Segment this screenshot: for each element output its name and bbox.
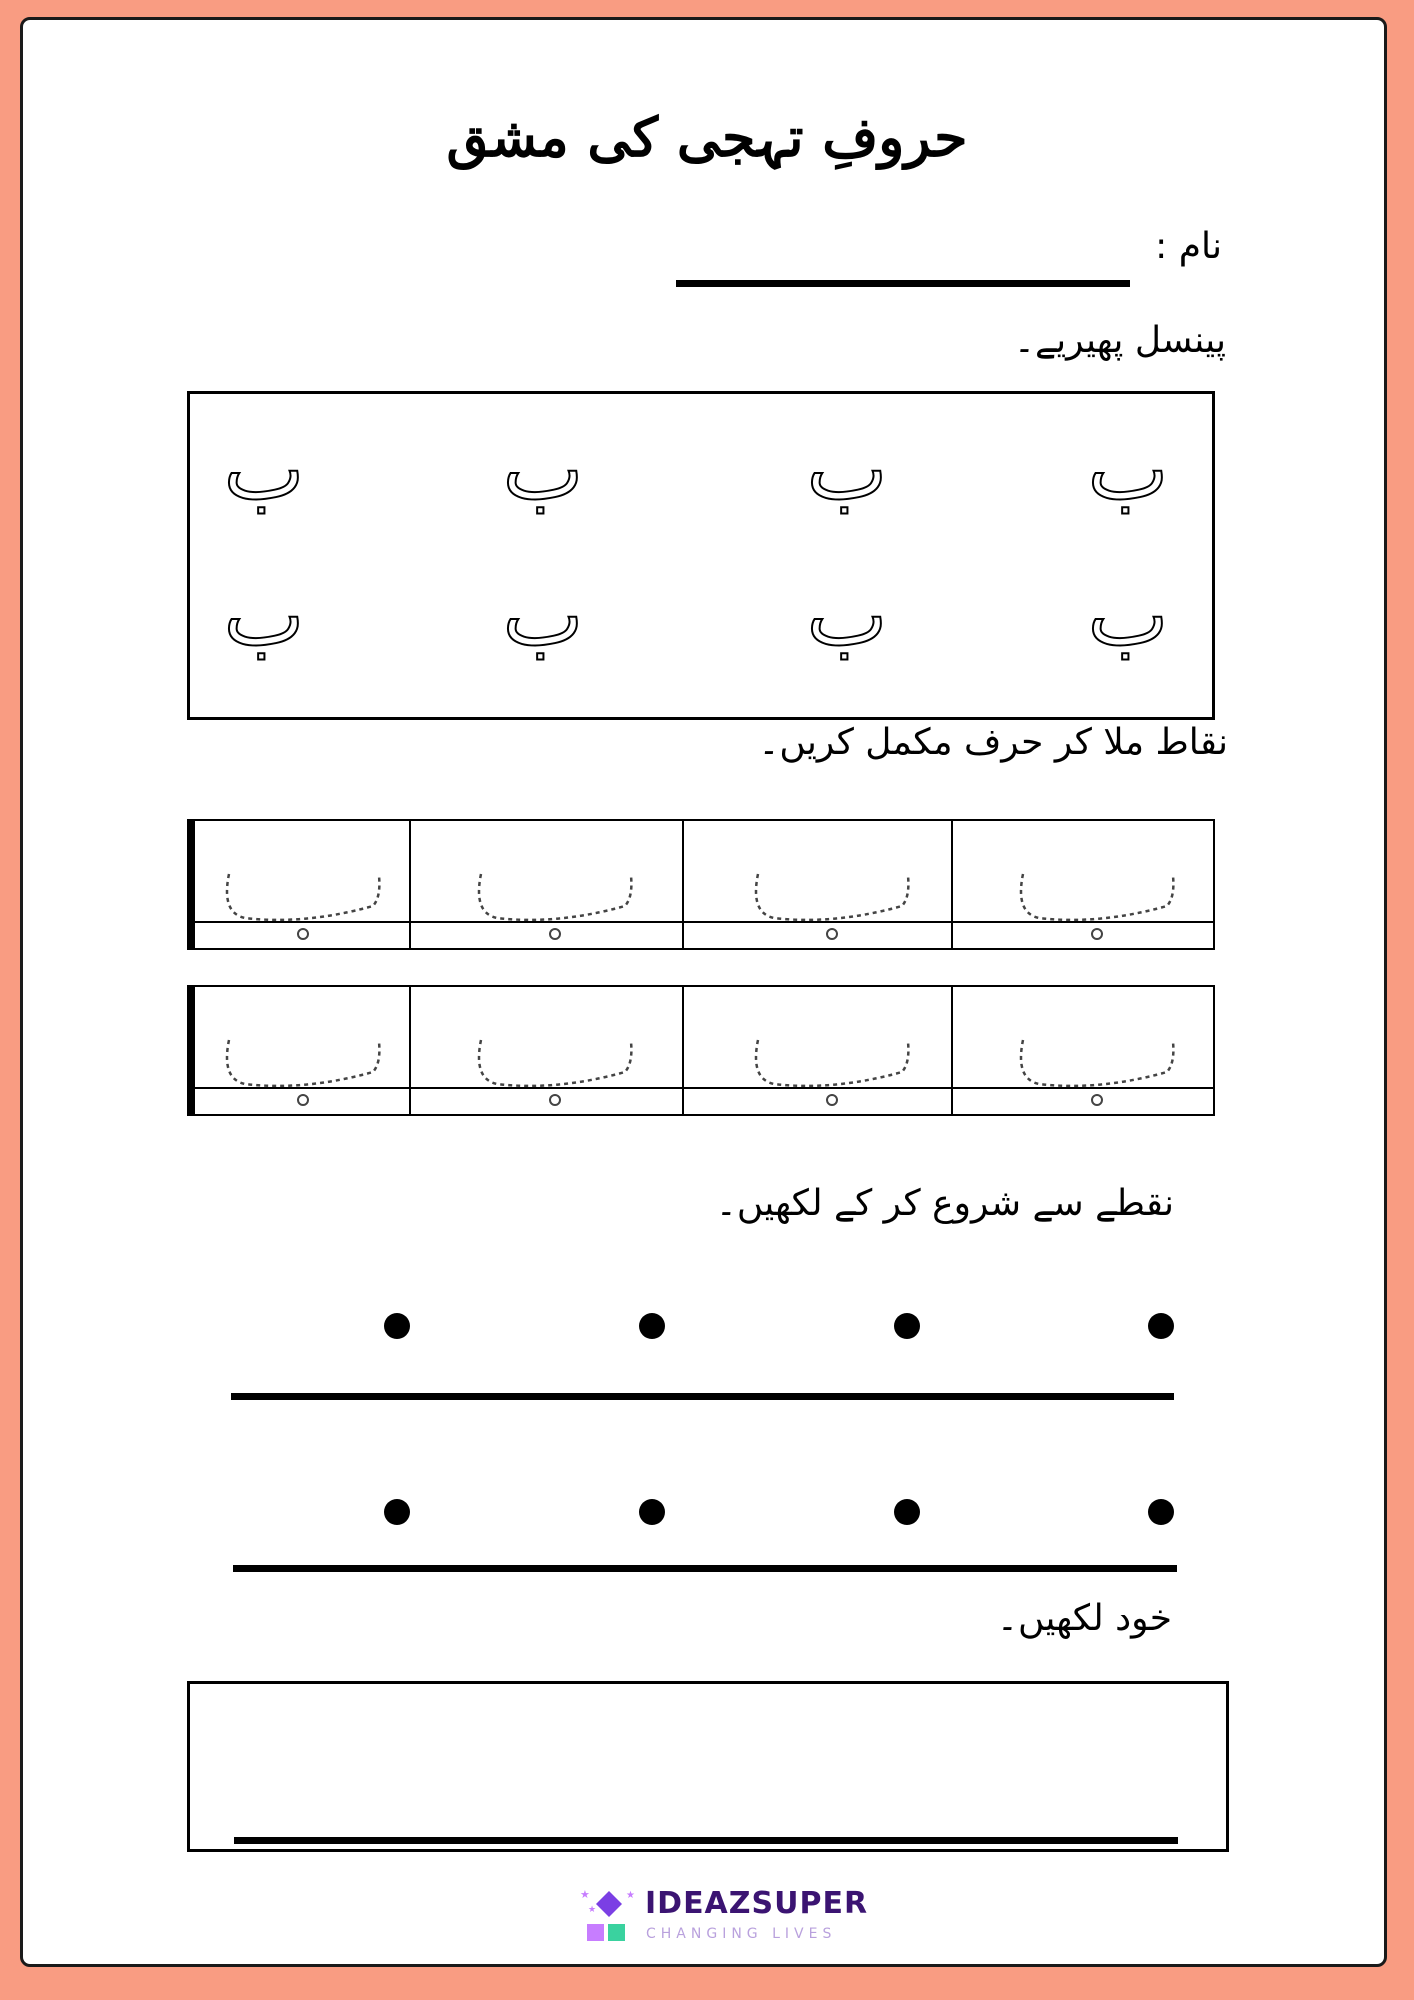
start-dot[interactable] [639,1499,665,1525]
dotted-letters-row [187,985,1215,1116]
trace-letter[interactable]: ب [223,566,305,666]
instruction-write-yourself: خود لکھیں۔ [996,1598,1172,1639]
start-dot[interactable] [1148,1499,1174,1525]
baseline [411,1087,682,1089]
svg-text:★: ★ [588,1905,597,1915]
start-dot[interactable] [894,1499,920,1525]
writing-line[interactable] [231,1393,1174,1400]
baseline [195,1087,409,1089]
baseline [684,1087,951,1089]
dotted-ba-icon [953,821,1215,948]
baseline [953,921,1213,923]
trace-letters-box [187,391,1215,720]
dotted-letter-cell[interactable] [682,987,951,1114]
trace-letter[interactable]: ب [502,566,584,666]
dotted-letter-cell[interactable] [409,821,682,948]
name-label: نام : [1155,226,1222,267]
dotted-letter-cell[interactable] [193,987,409,1114]
baseline [195,921,409,923]
start-dot[interactable] [1148,1313,1174,1339]
free-writing-box[interactable] [187,1681,1229,1852]
dotted-ba-icon [195,987,411,1114]
start-dot[interactable] [639,1313,665,1339]
brand-logo-icon [578,1886,640,1946]
trace-letter[interactable]: ب [806,566,888,666]
dotted-ba-icon [684,821,953,948]
writing-line[interactable] [233,1565,1177,1572]
brand-tagline: CHANGING LIVES [646,1926,837,1942]
dotted-ba-icon [195,821,411,948]
dotted-letters-row [187,819,1215,950]
writing-line [234,1837,1178,1844]
brand-name: IDEAZSUPER [645,1886,869,1921]
dotted-ba-icon [411,987,684,1114]
instruction-start-from-dot: نقطے سے شروع کر کے لکھیں۔ [715,1183,1174,1224]
dotted-letter-cell[interactable] [682,821,951,948]
dotted-letter-cell[interactable] [951,987,1213,1114]
dotted-letter-cell[interactable] [193,821,409,948]
dotted-letter-cell[interactable] [951,821,1213,948]
brand-logo [578,1886,898,1946]
dotted-ba-icon [411,821,684,948]
instruction-connect-dots: نقاط ملا کر حرف مکمل کریں۔ [758,722,1228,763]
baseline [411,921,682,923]
svg-text:★: ★ [626,1890,635,1901]
name-input-line[interactable] [676,280,1130,287]
trace-letter[interactable]: ب [806,420,888,520]
trace-letter[interactable]: ب [1087,420,1169,520]
dotted-letter-cell[interactable] [409,987,682,1114]
worksheet-title: حروفِ تہجی کی مشق [446,105,968,169]
trace-letter[interactable]: ب [223,420,305,520]
trace-letter[interactable]: ب [502,420,584,520]
instruction-trace-pencil: پینسل پھیریے۔ [1013,320,1226,361]
dotted-ba-icon [684,987,953,1114]
trace-letter[interactable]: ب [1087,566,1169,666]
dotted-ba-icon [953,987,1215,1114]
start-dot[interactable] [894,1313,920,1339]
start-dot[interactable] [384,1499,410,1525]
baseline [953,1087,1213,1089]
svg-text:★: ★ [580,1888,590,1901]
start-dot[interactable] [384,1313,410,1339]
baseline [684,921,951,923]
